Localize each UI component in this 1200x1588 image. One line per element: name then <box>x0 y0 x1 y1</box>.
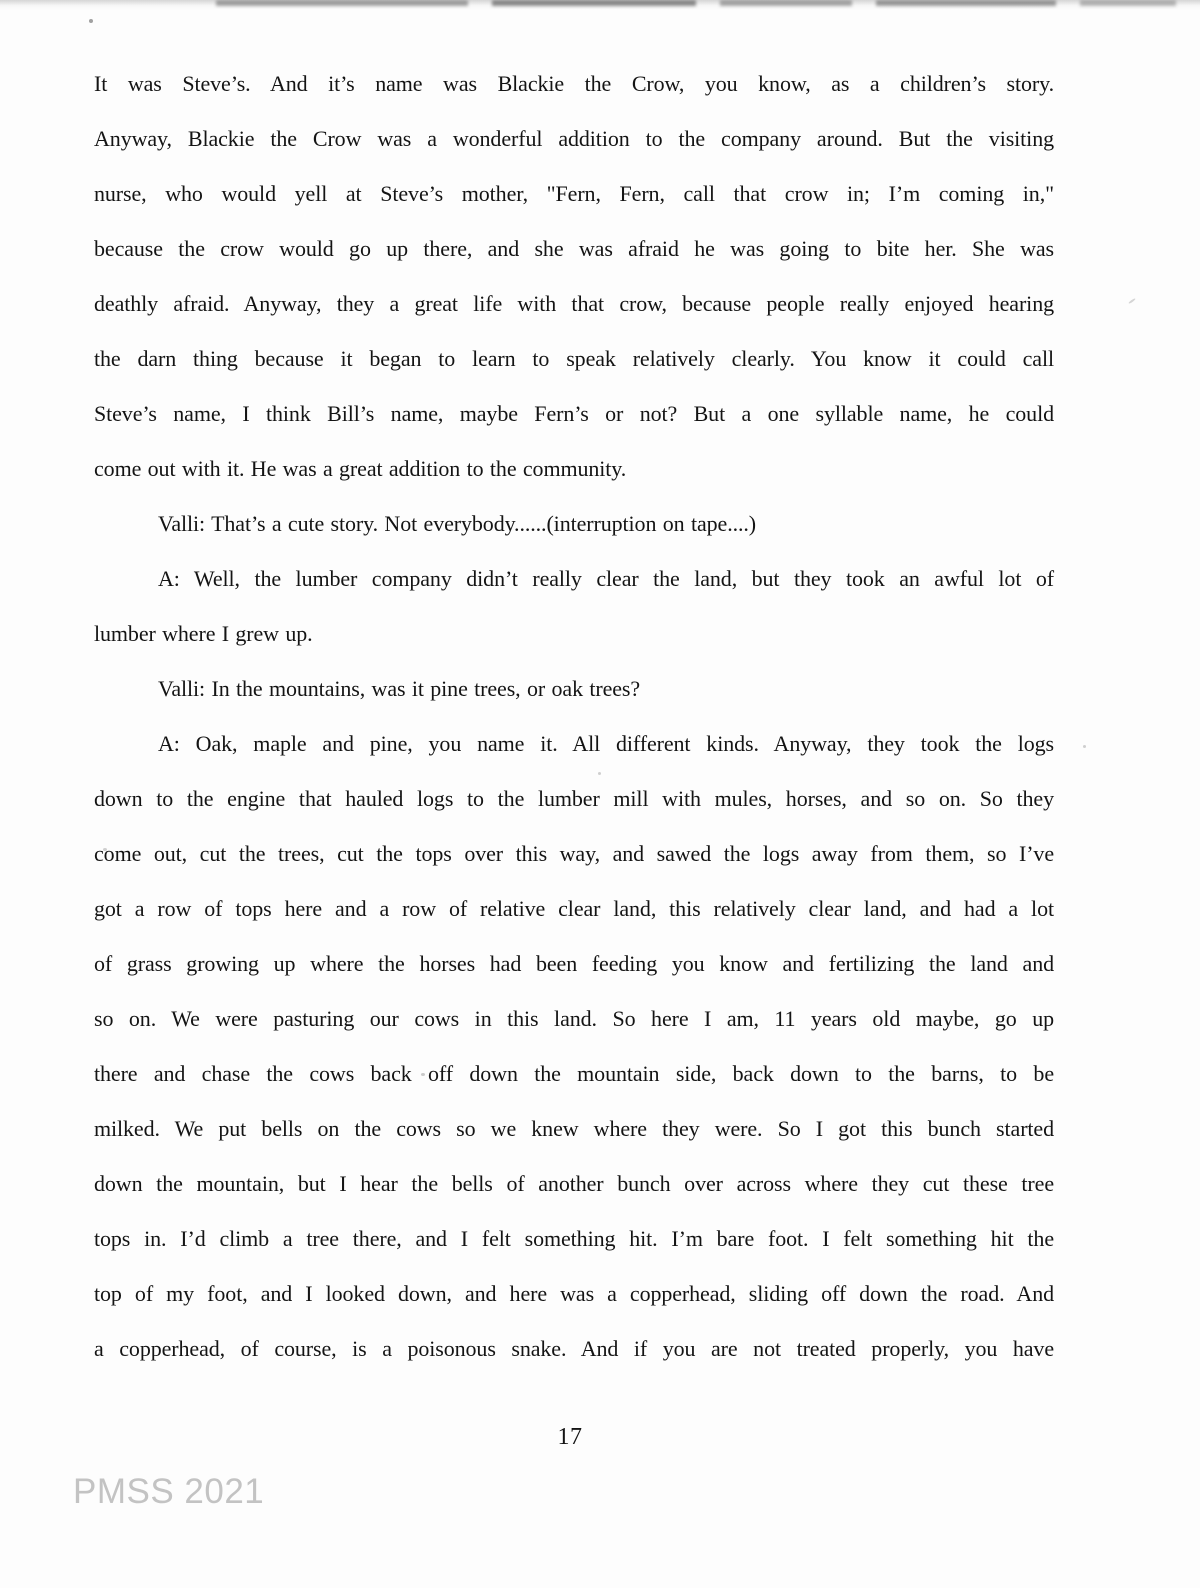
transcript-line: deathly afraid. Anyway, they a great life with that crow, because people really enjoyed hearing <box>94 291 1054 316</box>
transcript-body <box>94 56 1054 1376</box>
transcript-line: tops in. I’d climb a tree there, and I felt something hit. I’m bare foot. I felt something hit the <box>94 1226 1054 1251</box>
scan-artifact-segment <box>720 0 852 6</box>
scan-artifact-segment <box>1080 0 1176 6</box>
transcript-line: Steve’s name, I think Bill’s name, maybe Fern’s or not? But a one syllable name, he could <box>94 401 1054 426</box>
transcript-line: nurse, who would yell at Steve’s mother, "Fern, Fern, call that crow in; I’m coming in," <box>94 181 1054 206</box>
transcript-line: Valli: In the mountains, was it pine trees, or oak trees? <box>158 676 641 701</box>
transcript-line: a copperhead, of course, is a poisonous snake. And if you are not treated properly, you have <box>94 1336 1054 1361</box>
transcript-line: down the mountain, but I hear the bells of another bunch over across where they cut these tree <box>94 1171 1054 1196</box>
scan-artifact-segment <box>216 0 468 6</box>
transcript-line: got a row of tops here and a row of relative clear land, this relatively clear land, and had a lot <box>94 896 1054 921</box>
scan-speck <box>1083 745 1086 748</box>
watermark: PMSS 2021 <box>73 1472 265 1511</box>
transcript-line: so on. We were pasturing our cows in this land. So here I am, 11 years old maybe, go up <box>94 1006 1054 1031</box>
transcript-line: A: Oak, maple and pine, you name it. All different kinds. Anyway, they took the logs <box>158 731 1054 756</box>
transcript-line: It was Steve’s. And it’s name was Blackie the Crow, you know, as a children’s story. <box>94 71 1054 96</box>
scan-artifact-top <box>0 0 1200 10</box>
scan-speck <box>1128 298 1136 304</box>
transcript-line: down to the engine that hauled logs to the lumber mill with mules, horses, and so on. So they <box>94 786 1054 811</box>
transcript-line: A: Well, the lumber company didn’t really clear the land, but they took an awful lot of <box>158 566 1054 591</box>
transcript-line: Valli: That’s a cute story. Not everybody......(interruption on tape....) <box>158 511 757 536</box>
transcript-line: milked. We put bells on the cows so we knew where they were. So I got this bunch started <box>94 1116 1054 1141</box>
scan-speck <box>89 19 93 23</box>
transcript-line: Anyway, Blackie the Crow was a wonderful addition to the company around. But the visiting <box>94 126 1054 151</box>
transcript-line: come out, cut the trees, cut the tops over this way, and sawed the logs away from them, so I’ve <box>94 841 1054 866</box>
transcript-line: the darn thing because it began to learn to speak relatively clearly. You know it could call <box>94 346 1054 371</box>
scan-artifact-segment <box>876 0 1056 6</box>
transcript-line: of grass growing up where the horses had been feeding you know and fertilizing the land and <box>94 951 1054 976</box>
page-number: 17 <box>557 1424 583 1450</box>
transcript-line: because the crow would go up there, and she was afraid he was going to bite her. She was <box>94 236 1054 261</box>
transcript-line: there and chase the cows back off down the mountain side, back down to the barns, to be <box>94 1061 1054 1086</box>
transcript-line: top of my foot, and I looked down, and here was a copperhead, sliding off down the road. And <box>94 1281 1054 1306</box>
scan-artifact-segment <box>492 0 696 6</box>
transcript-line: come out with it. He was a great addition to the community. <box>94 456 627 481</box>
transcript-line: lumber where I grew up. <box>94 621 313 646</box>
